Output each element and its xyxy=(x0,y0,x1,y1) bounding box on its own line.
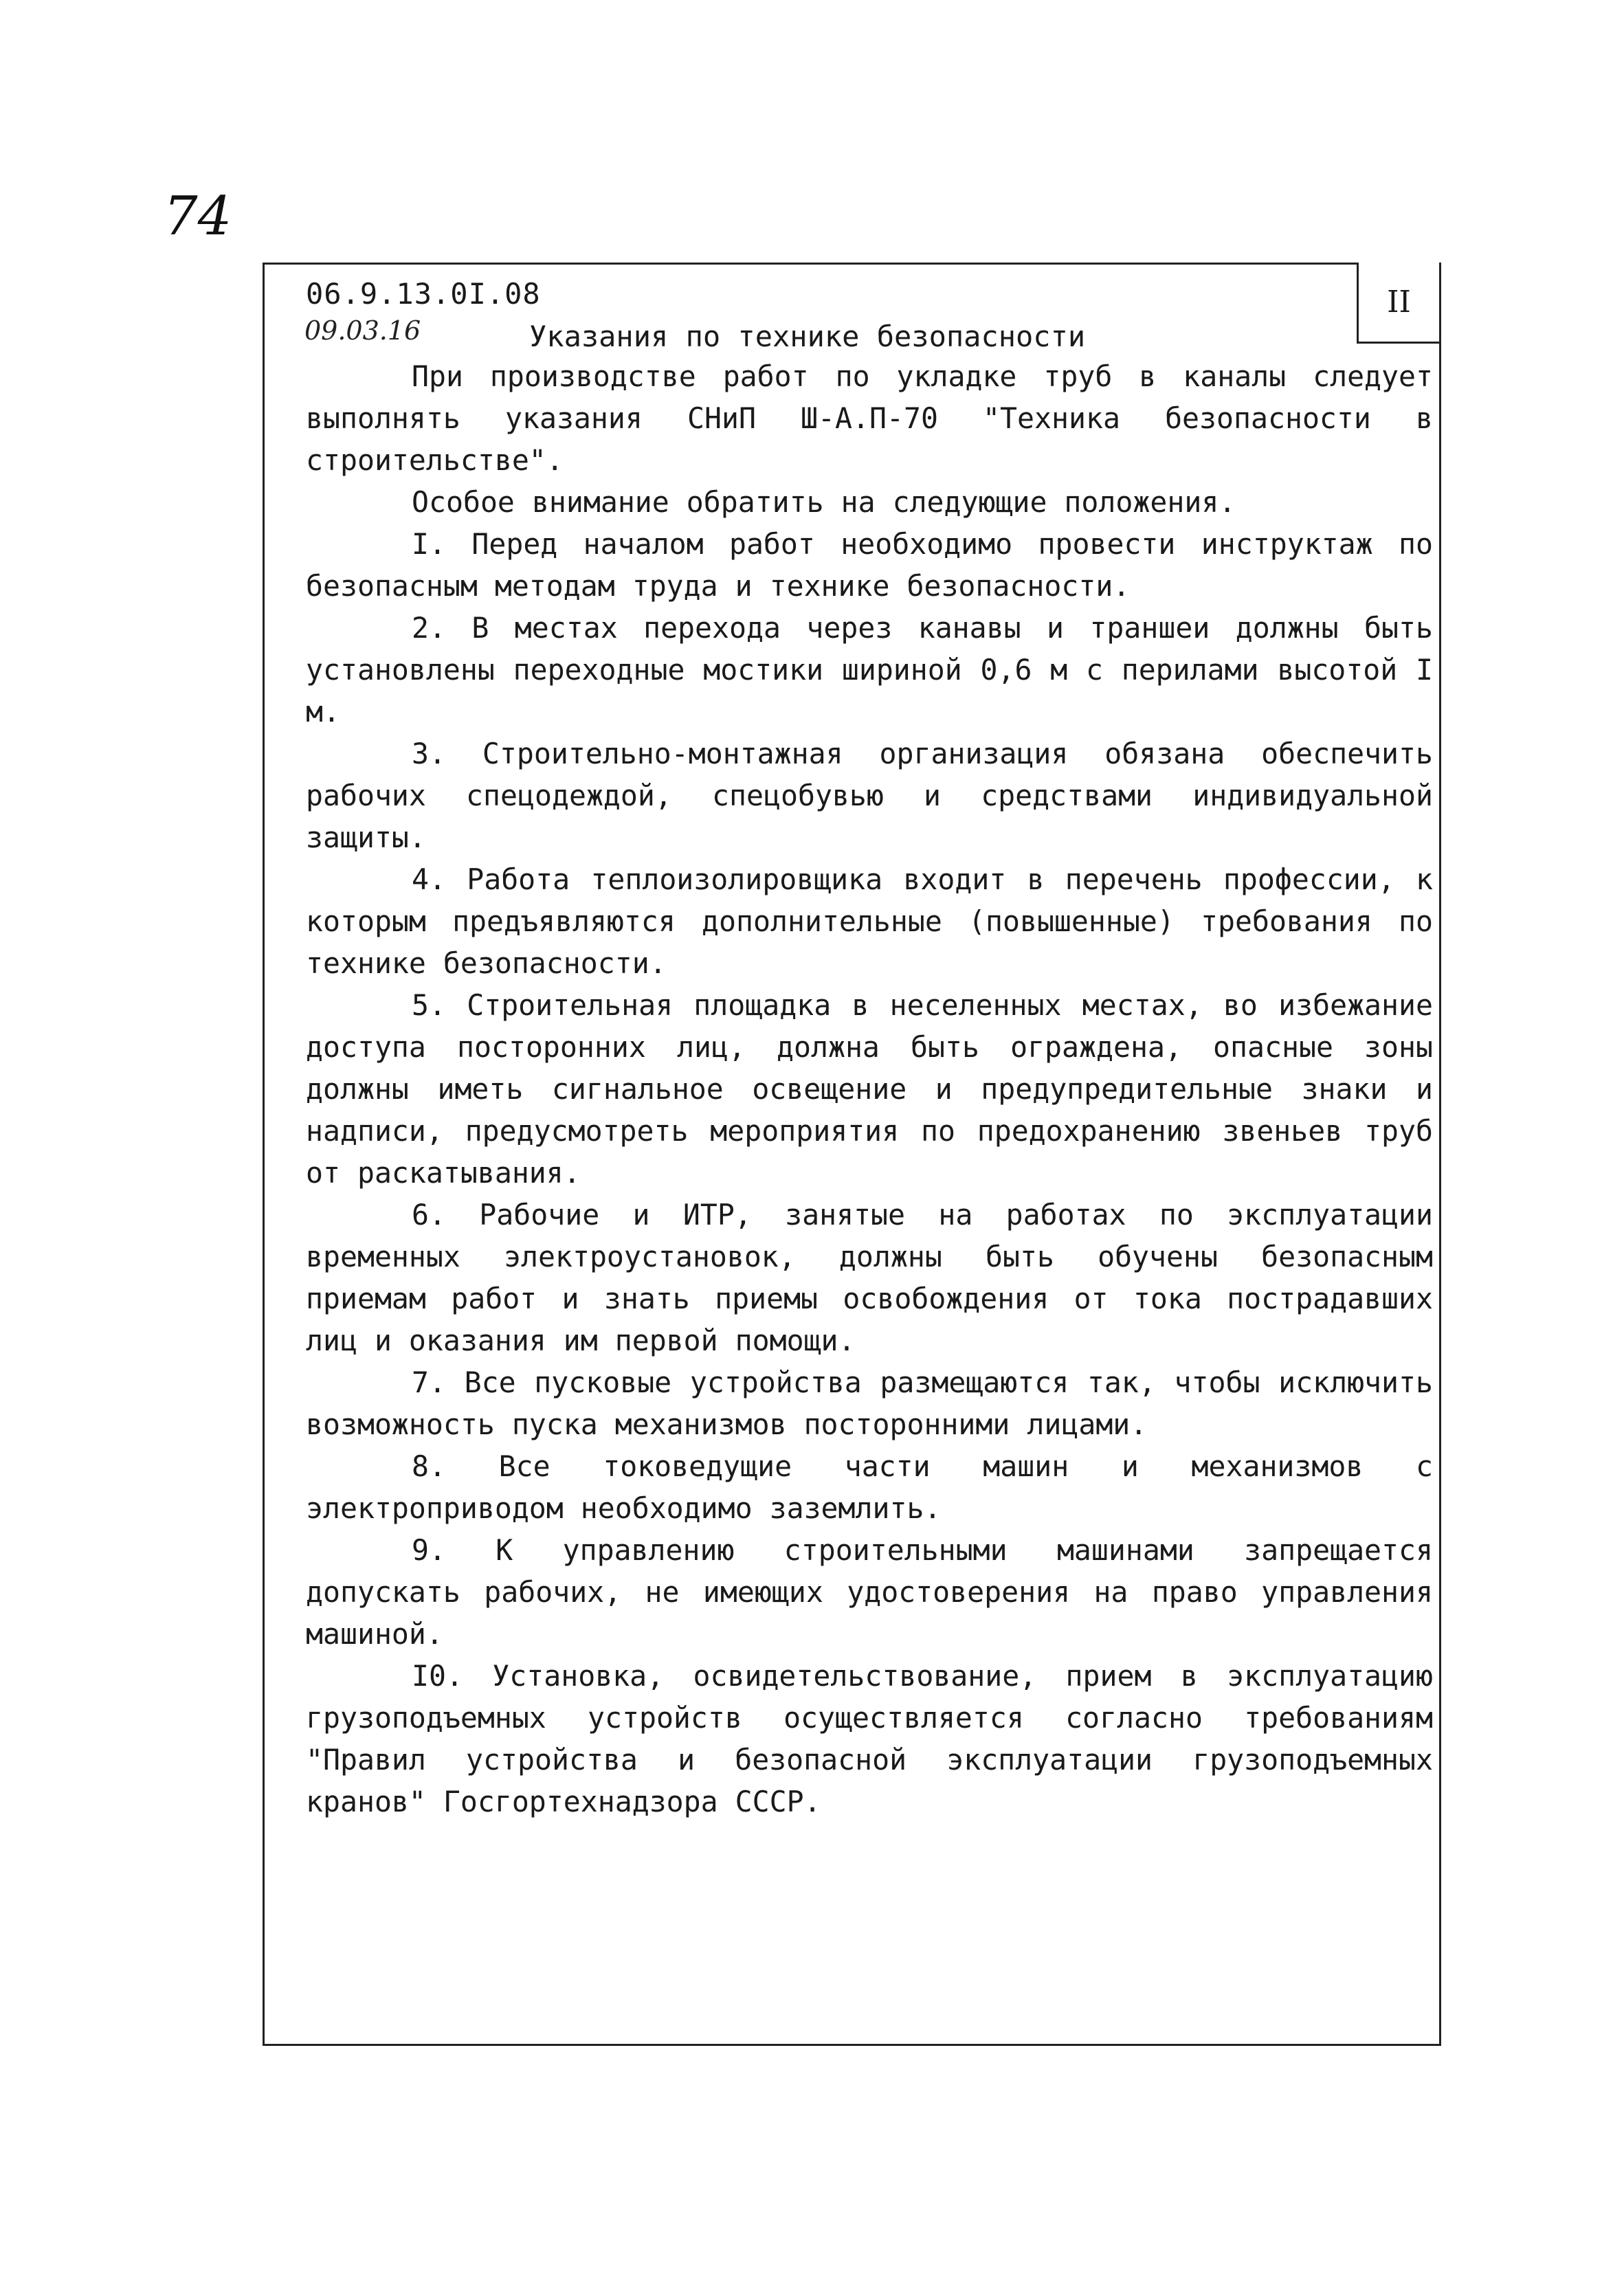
handwritten-page-number: 74 xyxy=(164,186,232,247)
section-title: Указания по технике безопасности xyxy=(529,320,1086,353)
paragraph: 2. В местах перехода через канавы и траншеи должны быть установлены переходные мостики шириной 0,6 м с перилами высотой I м. xyxy=(306,611,1433,728)
paragraph: 4. Работа теплоизолировщика входит в перечень профессии, к которым предъявляются дополнительные (повышенные) требования по технике безопасности. xyxy=(306,862,1433,980)
paragraph: 8. Все токоведущие части машин и механизмов с электроприводом необходимо заземлить. xyxy=(306,1449,1433,1525)
sheet-number: II xyxy=(1357,263,1441,344)
paragraph: I0. Установка, освидетельствование, прием в эксплуатацию грузоподъемных устройств осуществляется согласно требованиям "Правил устройства и безопасной эксплуатации грузоподъемных кранов" Госгортехнадзора СССР. xyxy=(306,1659,1433,1818)
paragraph: При производстве работ по укладке труб в каналы следует выполнять указания СНиП Ш-А.П-70 "Техника безопасности в строительстве". xyxy=(306,359,1433,477)
paragraph: 5. Строительная площадка в неселенных местах, во избежание доступа посторонних лиц, должна быть ограждена, опасные зоны должны иметь сигнальное освещение и предупредительные знаки и надписи, предусмотреть мероприятия по предохранению звеньев труб от раскатывания. xyxy=(306,988,1433,1190)
paragraph: 7. Все пусковые устройства размещаются так, чтобы исключить возможность пуска механизмов посторонними лицами. xyxy=(306,1366,1433,1441)
paragraph: Особое внимание обратить на следующие положения. xyxy=(412,485,1236,519)
paragraph: 6. Рабочие и ИТР, занятые на работах по эксплуатации временных электроустановок, должны быть обучены безопасным приемам работ и знать приемы освобождения от тока пострадавших лиц и оказания им первой помощи. xyxy=(306,1198,1433,1357)
document-date: 09.03.16 xyxy=(304,315,421,346)
paragraph: 9. К управлению строительными машинами запрещается допускать рабочих, не имеющих удостоверения на право управления машиной. xyxy=(306,1533,1433,1651)
paragraph: I. Перед началом работ необходимо провести инструктаж по безопасным методам труда и технике безопасности. xyxy=(306,527,1433,603)
document-code: 06.9.13.0I.08 xyxy=(306,277,541,311)
document-frame xyxy=(263,263,1441,2046)
paragraph: 3. Строительно-монтажная организация обязана обеспечить рабочих спецодеждой, спецобувью и средствами индивидуальной защиты. xyxy=(306,737,1433,854)
document-body xyxy=(306,355,1433,1823)
